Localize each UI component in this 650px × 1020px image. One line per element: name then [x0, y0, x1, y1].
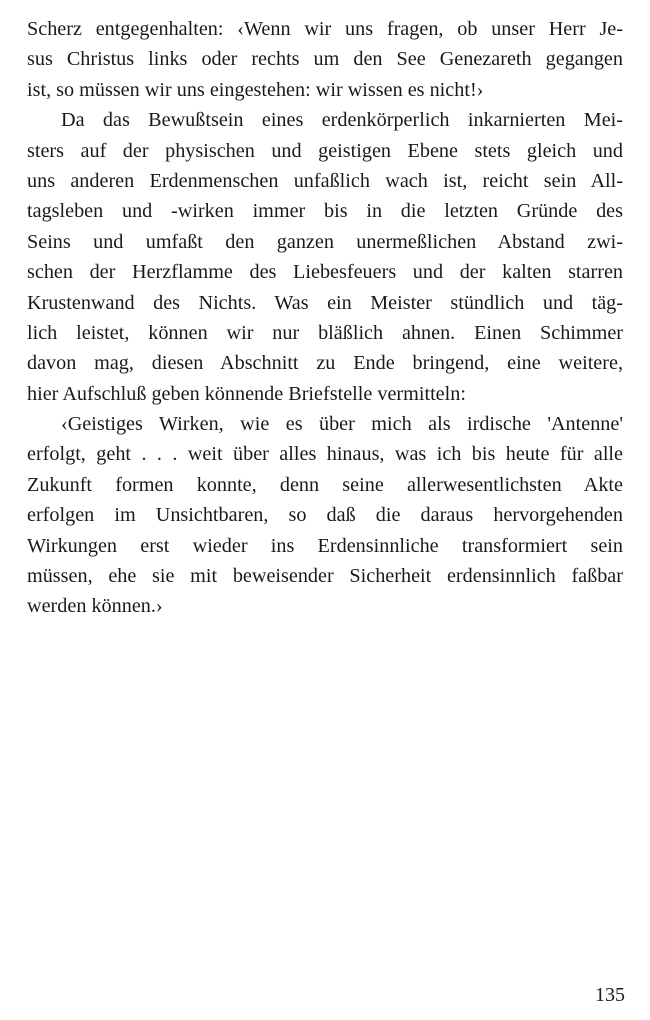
text-line: Zukunft formen konnte, denn seine allerwesentlichsten Akte — [27, 473, 623, 496]
text-line: Wirkungen erst wieder ins Erdensinnliche transformiert sein — [27, 534, 623, 557]
text-line: lich leistet, können wir nur bläßlich ahnen. Einen Schimmer — [27, 321, 623, 344]
text-line: sus Christus links oder rechts um den See Genezareth gegangen — [27, 48, 623, 71]
text-line: Krustenwand des Nichts. Was ein Meister stündlich und täg- — [27, 291, 623, 314]
text-line: Seins und umfaßt den ganzen unermeßlichen Abstand zwi- — [27, 230, 623, 253]
text-line: werden können.› — [27, 595, 163, 618]
text-line: Scherz entgegenhalten: ‹Wenn wir uns fragen, ob unser Herr Je- — [27, 18, 623, 40]
text-line: Da das Bewußtsein eines erdenkörperlich inkarnierten Mei- — [61, 109, 623, 132]
text-line: ‹Geistiges Wirken, wie es über mich als irdische 'Antenne' — [61, 413, 623, 436]
text-line: müssen, ehe sie mit beweisender Sicherheit erdensinnlich faßbar — [27, 565, 623, 588]
paragraph-2 — [27, 105, 623, 409]
paragraph-3 — [27, 409, 623, 622]
text-line: davon mag, diesen Abschnitt zu Ende bringend, eine weitere, — [27, 352, 623, 375]
page-number: 135 — [595, 984, 625, 1006]
text-line: hier Aufschluß geben könnende Briefstelle vermitteln: — [27, 382, 466, 405]
text-line: ist, so müssen wir uns eingestehen: wir wissen es nicht!› — [27, 78, 484, 101]
text-line: uns anderen Erdenmenschen unfaßlich wach ist, reicht sein All- — [27, 169, 623, 192]
body-text — [27, 14, 623, 622]
text-line: erfolgen im Unsichtbaren, so daß die daraus hervorgehenden — [27, 504, 623, 527]
paragraph-1 — [27, 14, 623, 105]
text-line: sters auf der physischen und geistigen Ebene stets gleich und — [27, 139, 623, 162]
text-line: schen der Herzflamme des Liebesfeuers und der kalten starren — [27, 261, 623, 284]
text-line: erfolgt, geht . . . weit über alles hinaus, was ich bis heute für alle — [27, 443, 623, 466]
text-line: tagsleben und -wirken immer bis in die letzten Gründe des — [27, 200, 623, 223]
